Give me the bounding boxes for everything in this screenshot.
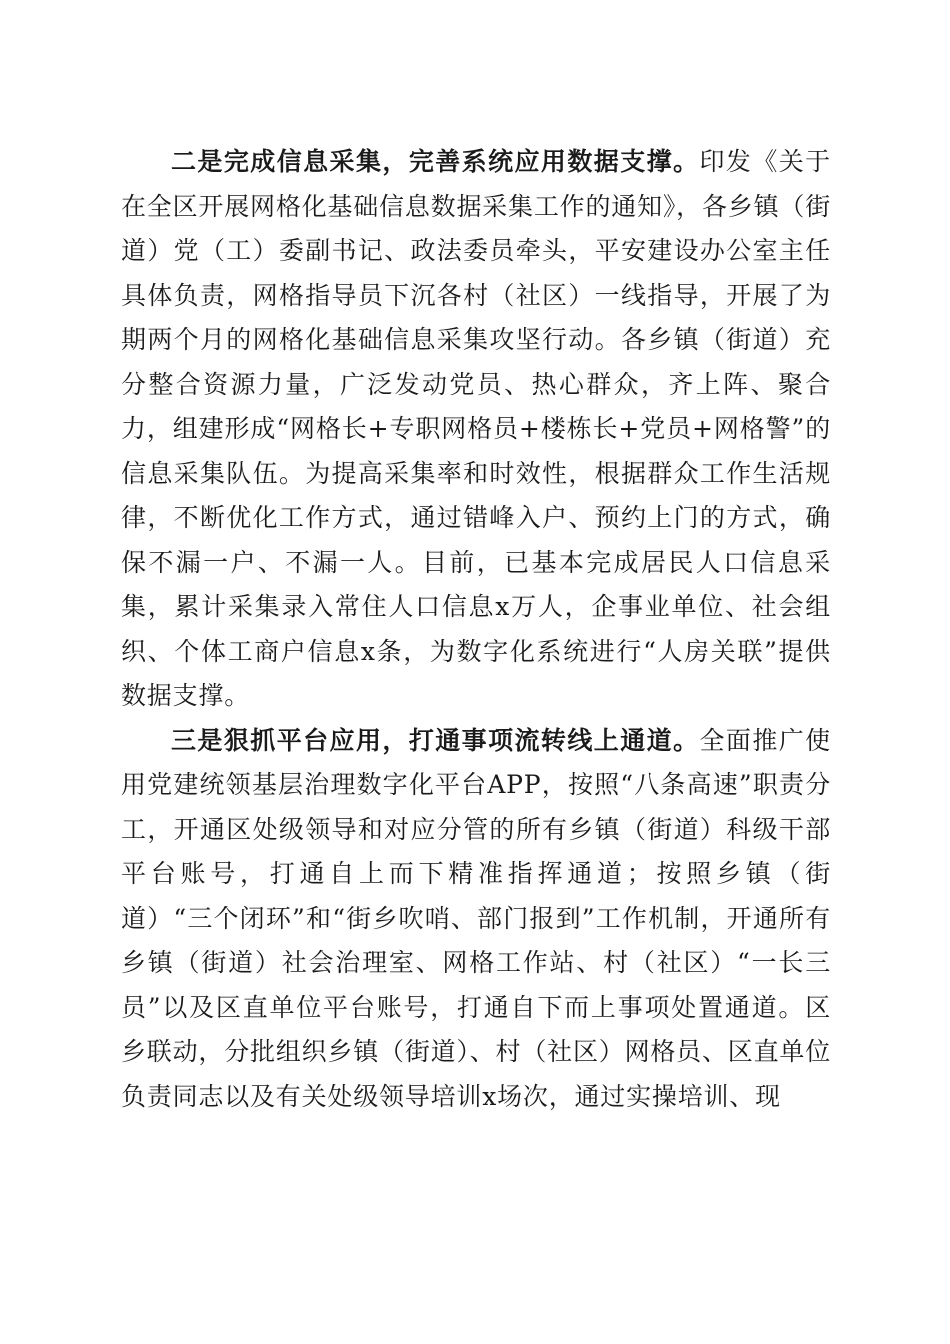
paragraph-body-text: 印发《关于在全区开展网格化基础信息数据采集工作的通知》，各乡镇（街道）党（工）委副书记、政法委员牵头，平安建设办公室主任具体负责，网格指导员下沉各村（社区）一线指导，开展了为期两个月的网格化基础信息采集攻坚行动。各乡镇（街道）充分整合资源力量，广泛发动党员、热心群众，齐上阵、聚合力，组建形成“网格长+专职网格员+楼栋长+党员+网格警”的信息采集队伍。为提高采集率和时效性，根据群众工作生活规律，不断优化工作方式，通过错峰入户、预约上门的方式，确保不漏一户、不漏一人。目前，已基本完成居民人口信息采集，累计采集录入常住人口信息x万人，企事业单位、社会组织、个体工商户信息x条，为数字化系统进行“人房关联”提供数据支撑。 — [121, 147, 831, 710]
paragraph-platform-application — [121, 719, 831, 1120]
paragraph-info-collection — [121, 140, 831, 719]
paragraph-lead-heading: 三是狠抓平台应用，打通事项流转线上通道。 — [171, 725, 700, 755]
paragraph-body-text: 全面推广使用党建统领基层治理数字化平台APP，按照“八条高速”职责分工，开通区处级领导和对应分管的所有乡镇（街道）科级干部平台账号，打通自上而下精准指挥通道；按照乡镇（街道）“三个闭环”和“街乡吹哨、部门报到”工作机制，开通所有乡镇（街道）社会治理室、网格工作站、村（社区）“一长三员”以及区直单位平台账号，打通自下而上事项处置通道。区乡联动，分批组织乡镇（街道）、村（社区）网格员、区直单位负责同志以及有关处级领导培训x场次，通过实操培训、现 — [121, 725, 831, 1111]
document-body — [121, 140, 831, 1119]
paragraph-lead-heading: 二是完成信息采集，完善系统应用数据支撑。 — [171, 147, 700, 176]
